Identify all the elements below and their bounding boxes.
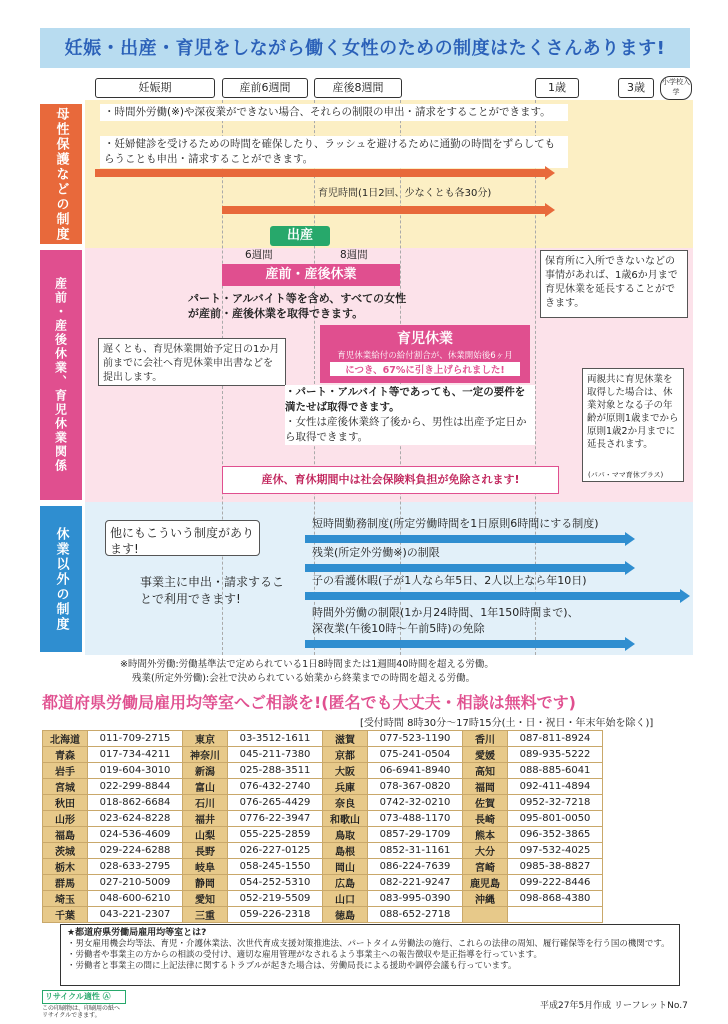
phone-number: 088-652-2718 xyxy=(368,907,463,923)
overtime-restriction-2: 深夜業(午後10時〜午前5時)の免除 xyxy=(312,622,485,635)
about-heading: ★都道府県労働局雇用均等室とは? xyxy=(67,928,207,938)
prefecture-name: 和歌山 xyxy=(323,811,368,827)
prefecture-name: 富山 xyxy=(183,779,228,795)
prefecture-name: 大阪 xyxy=(323,763,368,779)
table-row xyxy=(43,843,603,859)
timeline-before6: 産前6週間 xyxy=(222,78,308,98)
childcare-leave-label: 育児休業 xyxy=(397,331,453,347)
table-row xyxy=(43,795,603,811)
prefecture-name: 香川 xyxy=(463,731,508,747)
phone-number: 075-241-0504 xyxy=(368,747,463,763)
office-phone-table xyxy=(42,730,603,923)
part-time-note: ・パート・アルバイト等であっても、一定の要件を満たせば取得できます。 xyxy=(285,385,535,415)
prefecture-name: 石川 xyxy=(183,795,228,811)
prefecture-name: 秋田 xyxy=(43,795,88,811)
overtime-restriction-1: 時間外労働の制限(1か月24時間、1年150時間まで)、 xyxy=(312,606,579,619)
prefecture-name: 岐阜 xyxy=(183,859,228,875)
papa-mama-plus: (パパ・ママ育休プラス) xyxy=(588,471,664,479)
table-row xyxy=(43,747,603,763)
phone-number: 0852-31-1161 xyxy=(368,843,463,859)
table-row xyxy=(43,859,603,875)
prefecture-name: 静岡 xyxy=(183,875,228,891)
phone-number: 054-252-5310 xyxy=(228,875,323,891)
prefecture-name: 青森 xyxy=(43,747,88,763)
phone-number: 095-801-0050 xyxy=(508,811,603,827)
papa-mama-box: 両親共に育児休業を取得した場合は、休業対象となる子の年齢が原則1歳までから原則1歳2か月までに延長されます。 xyxy=(582,368,684,482)
phone-number: 023-624-8228 xyxy=(88,811,183,827)
phone-number: 055-225-2859 xyxy=(228,827,323,843)
weeks-6: 6週間 xyxy=(245,249,273,261)
prefecture-name: 茨城 xyxy=(43,843,88,859)
phone-number: 0985-38-8827 xyxy=(508,859,603,875)
phone-number: 0742-32-0210 xyxy=(368,795,463,811)
weeks-8: 8週間 xyxy=(340,249,368,261)
table-row xyxy=(43,779,603,795)
about-line-1: ・男女雇用機会均等法、育児・介護休業法、次世代育成支援対策推進法、パートタイム労働法の施行、これらの法律の周知、履行確保等を行う国の機関です。 xyxy=(67,939,670,949)
prefecture-name: 愛知 xyxy=(183,891,228,907)
phone-number: 082-221-9247 xyxy=(368,875,463,891)
phone-number: 076-432-2740 xyxy=(228,779,323,795)
maternal-text-2: ・妊婦健診を受けるための時間を確保したり、ラッシュを避けるために通勤の時間をずらしてもらうことも申出・請求することができます。 xyxy=(100,136,568,168)
timeline-age1: 1歳 xyxy=(535,78,579,98)
timeline-age3: 3歳 xyxy=(618,78,654,98)
maternal-text-1: ・時間外労働(※)や深夜業ができない場合、それらの制限の申出・請求をすることができます。 xyxy=(100,104,568,121)
benefit-text-2: につき、67%に引き上げられました! xyxy=(330,362,520,376)
prefecture-name: 群馬 xyxy=(43,875,88,891)
timeline-school: 小学校入学 xyxy=(660,76,692,100)
prefecture-name: 徳島 xyxy=(323,907,368,923)
prefecture-name: 栃木 xyxy=(43,859,88,875)
prefecture-name: 兵庫 xyxy=(323,779,368,795)
prefecture-name: 長崎 xyxy=(463,811,508,827)
phone-number: 025-288-3511 xyxy=(228,763,323,779)
phone-number: 022-299-8844 xyxy=(88,779,183,795)
prefecture-name: 三重 xyxy=(183,907,228,923)
phone-number: 026-227-0125 xyxy=(228,843,323,859)
phone-number: 098-868-4380 xyxy=(508,891,603,907)
phone-number: 048-600-6210 xyxy=(88,891,183,907)
note-2: 残業(所定外労働):会社で決められている始業から終業までの時間を超える労働。 xyxy=(132,673,476,684)
timeline-after8: 産後8週間 xyxy=(314,78,402,98)
extension-box: 保育所に入所できないなどの事情があれば、1歳6か月まで育児休業を延長することができます。 xyxy=(540,250,688,318)
table-row xyxy=(43,875,603,891)
phone-number: 03-3512-1611 xyxy=(228,731,323,747)
phone-number: 024-536-4609 xyxy=(88,827,183,843)
prefecture-name: 東京 xyxy=(183,731,228,747)
prefecture-name: 岡山 xyxy=(323,859,368,875)
prefecture-name xyxy=(463,907,508,923)
page-title: 妊娠・出産・育児をしながら働く女性のための制度はたくさんあります! xyxy=(64,38,666,59)
prefecture-name: 沖縄 xyxy=(463,891,508,907)
prefecture-name: 熊本 xyxy=(463,827,508,843)
prefecture-name: 埼玉 xyxy=(43,891,88,907)
consult-hours: [受付時間 8時30分〜17時15分(土・日・祝日・年末年始を除く)] xyxy=(360,718,654,729)
phone-number: 086-224-7639 xyxy=(368,859,463,875)
maternity-desc-2: が産前・産後休業を取得できます。 xyxy=(188,307,364,320)
nursing-leave: 子の看護休暇(子が1人なら年5日、2人以上なら年10日) xyxy=(312,574,587,587)
phone-number: 017-734-4211 xyxy=(88,747,183,763)
section-maternal: 母性保護などの制度 xyxy=(40,104,82,244)
note-1: ※時間外労働:労働基準法で定められている1日8時間または1週間40時間を超える労働。 xyxy=(120,659,494,670)
timeline-pregnancy: 妊娠期 xyxy=(95,78,215,98)
prefecture-name: 大分 xyxy=(463,843,508,859)
phone-number: 019-604-3010 xyxy=(88,763,183,779)
phone-number: 0776-22-3947 xyxy=(228,811,323,827)
phone-number: 06-6941-8940 xyxy=(368,763,463,779)
phone-number: 0952-32-7218 xyxy=(508,795,603,811)
prefecture-name: 神奈川 xyxy=(183,747,228,763)
table-row xyxy=(43,827,603,843)
about-line-2: ・労働者や事業主の方からの相談の受付け、適切な雇用管理がなされるよう事業主への報告徴収や是正指導を行っています。 xyxy=(67,950,542,960)
phone-number xyxy=(508,907,603,923)
table-row xyxy=(43,891,603,907)
nursing-time: 育児時間(1日2回、少なくとも各30分) xyxy=(318,188,492,199)
phone-number: 027-210-5009 xyxy=(88,875,183,891)
short-hours-arrow xyxy=(305,532,635,546)
overtime-restriction-arrow xyxy=(305,637,635,651)
phone-number: 076-265-4429 xyxy=(228,795,323,811)
prefecture-name: 長野 xyxy=(183,843,228,859)
maternity-desc-1: パート・アルバイト等を含め、すべての女性 xyxy=(188,292,407,305)
nursing-arrow xyxy=(222,203,555,217)
phone-number: 097-532-4025 xyxy=(508,843,603,859)
phone-number: 045-211-7380 xyxy=(228,747,323,763)
prefecture-name: 新潟 xyxy=(183,763,228,779)
phone-number: 029-224-6288 xyxy=(88,843,183,859)
prefecture-name: 福井 xyxy=(183,811,228,827)
about-box xyxy=(60,924,680,986)
nursing-leave-arrow xyxy=(305,589,690,603)
phone-number: 052-219-5509 xyxy=(228,891,323,907)
prefecture-name: 佐賀 xyxy=(463,795,508,811)
prefecture-name: 山形 xyxy=(43,811,88,827)
birth-label: 出産 xyxy=(270,226,330,246)
prefecture-name: 奈良 xyxy=(323,795,368,811)
recycle-note: この印刷物は、印刷用の紙へリサイクルできます。 xyxy=(42,1005,121,1019)
prefecture-name: 山梨 xyxy=(183,827,228,843)
phone-number: 073-488-1170 xyxy=(368,811,463,827)
prefecture-name: 宮崎 xyxy=(463,859,508,875)
table-row xyxy=(43,763,603,779)
phone-number: 092-411-4894 xyxy=(508,779,603,795)
prefecture-name: 宮城 xyxy=(43,779,88,795)
consult-heading: 都道府県労働局雇用均等室へご相談を!(匿名でも大丈夫・相談は無料です) xyxy=(42,693,576,712)
prefecture-name: 北海道 xyxy=(43,731,88,747)
prefecture-name: 広島 xyxy=(323,875,368,891)
phone-number: 083-995-0390 xyxy=(368,891,463,907)
prefecture-name: 岩手 xyxy=(43,763,88,779)
prefecture-name: 千葉 xyxy=(43,907,88,923)
phone-number: 089-935-5222 xyxy=(508,747,603,763)
phone-number: 011-709-2715 xyxy=(88,731,183,747)
phone-number: 088-885-6041 xyxy=(508,763,603,779)
maternity-leave-bar: 産前・産後休業 xyxy=(222,264,400,286)
phone-number: 043-221-2307 xyxy=(88,907,183,923)
prefecture-name: 福島 xyxy=(43,827,88,843)
prefecture-name: 山口 xyxy=(323,891,368,907)
phone-number: 087-811-8924 xyxy=(508,731,603,747)
phone-number: 058-245-1550 xyxy=(228,859,323,875)
publication-date: 平成27年5月作成 リーフレットNo.7 xyxy=(540,1001,688,1011)
table-row xyxy=(43,731,603,747)
phone-number: 059-226-2318 xyxy=(228,907,323,923)
table-row xyxy=(43,811,603,827)
section-other: 休業以外の制度 xyxy=(40,506,82,652)
short-hours: 短時間勤務制度(所定労働時間を1日原則6時間にする制度) xyxy=(312,517,599,530)
prefecture-name: 京都 xyxy=(323,747,368,763)
phone-number: 018-862-6684 xyxy=(88,795,183,811)
prefecture-name: 島根 xyxy=(323,843,368,859)
table-row xyxy=(43,907,603,923)
phone-number: 028-633-2795 xyxy=(88,859,183,875)
leave-start-note: ・女性は産後休業終了後から、男性は出産予定日から取得できます。 xyxy=(285,415,535,445)
prefecture-name: 鹿児島 xyxy=(463,875,508,891)
prefecture-name: 滋賀 xyxy=(323,731,368,747)
recycle-mark: リサイクル適性 Ⓐ xyxy=(42,990,126,1004)
phone-number: 0857-29-1709 xyxy=(368,827,463,843)
maternal-arrow xyxy=(95,166,555,180)
about-line-3: ・労働者と事業主の間に上記法律に関するトラブルが起きた場合は、労働局長による援助や調停会議も行っています。 xyxy=(67,961,517,971)
phone-number: 077-523-1190 xyxy=(368,731,463,747)
overtime-limit: 残業(所定外労働※)の制限 xyxy=(312,546,440,559)
section-leave: 産前・産後休業、育児休業関係 xyxy=(40,250,82,500)
phone-number: 096-352-3865 xyxy=(508,827,603,843)
prefecture-name: 愛媛 xyxy=(463,747,508,763)
prefecture-name: 福岡 xyxy=(463,779,508,795)
insurance-exemption: 産休、育休期間中は社会保険料負担が免除されます! xyxy=(222,466,559,494)
prefecture-name: 高知 xyxy=(463,763,508,779)
phone-number: 078-367-0820 xyxy=(368,779,463,795)
other-intro-text: 事業主に申出・請求することで利用できます! xyxy=(140,575,285,606)
phone-number: 099-222-8446 xyxy=(508,875,603,891)
benefit-text-1: 育児休業給付の給付割合が、休業開始後6ヶ月 xyxy=(337,351,513,361)
prefecture-name: 鳥取 xyxy=(323,827,368,843)
other-intro-box: 他にもこういう制度があります! xyxy=(105,520,260,556)
apply-box: 遅くとも、育児休業開始予定日の1か月前までに会社へ育児休業申出書などを提出します。 xyxy=(98,338,286,386)
